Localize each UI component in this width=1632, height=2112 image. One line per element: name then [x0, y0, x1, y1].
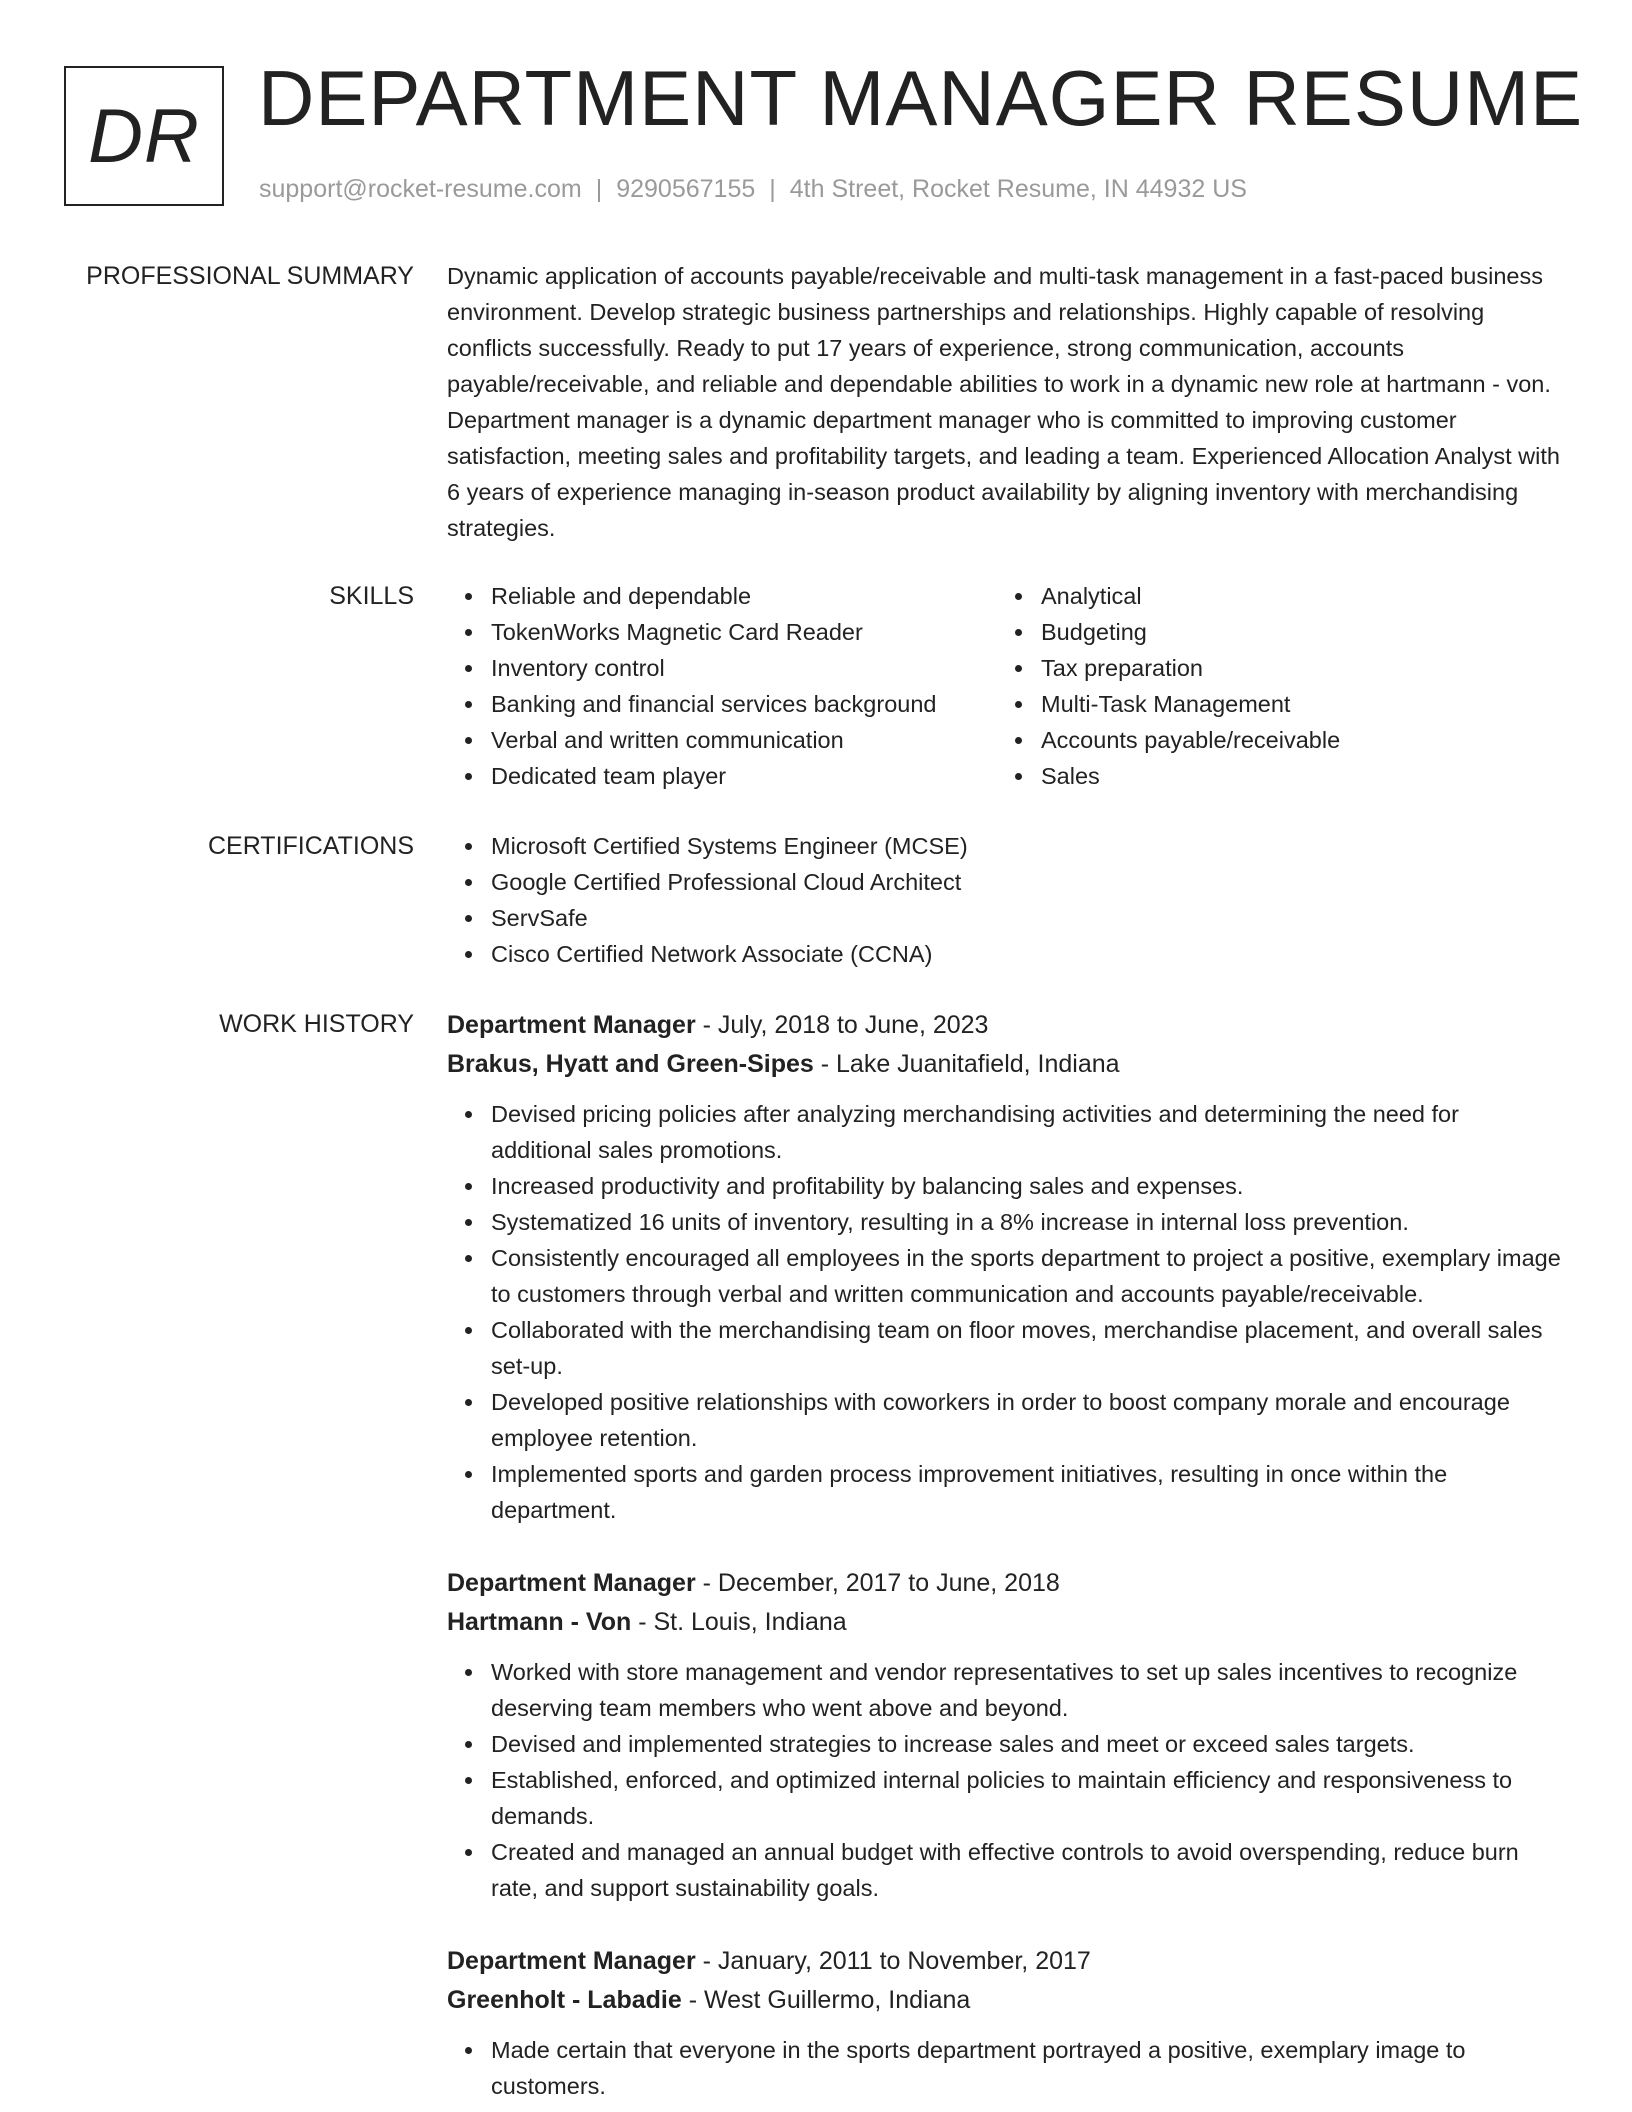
job-duty-item: Consistently encouraged all employees in the sports department to project a positive, exemplary image to customers through verbal and written communication and accounts payable/receivable.: [447, 1240, 1562, 1312]
job-duty-item: Developed positive relationships with coworkers in order to boost company morale and encourage employee retention.: [447, 1384, 1562, 1456]
job-duties-list: [447, 1096, 1562, 1528]
job-company-line: [447, 1603, 1562, 1642]
job-entry: [447, 1006, 1562, 1528]
job-dates: - January, 2011 to November, 2017: [695, 1947, 1091, 1975]
skill-item: Analytical: [997, 578, 1517, 614]
job-duty-item: Devised pricing policies after analyzing merchandising activities and determining the need for additional sales promotions.: [447, 1096, 1562, 1168]
job-location: - Lake Juanitafield, Indiana: [813, 1050, 1120, 1078]
job-location: - St. Louis, Indiana: [631, 1608, 847, 1636]
job-duty-item: Made certain that everyone in the sports department portrayed a positive, exemplary image to customers.: [447, 2032, 1562, 2104]
section-label-work-history: WORK HISTORY: [219, 1010, 414, 1038]
job-company-line: [447, 1981, 1562, 2020]
job-entry: [447, 1942, 1562, 2104]
contact-address: 4th Street, Rocket Resume, IN 44932 US: [789, 175, 1247, 203]
job-company: Hartmann - Von: [447, 1608, 632, 1636]
page-title: DEPARTMENT MANAGER RESUME: [258, 54, 1584, 142]
section-label-skills: SKILLS: [329, 582, 414, 610]
job-duty-item: Increased productivity and profitability by balancing sales and expenses.: [447, 1168, 1562, 1204]
job-title-line: [447, 1942, 1562, 1981]
job-company: Brakus, Hyatt and Green-Sipes: [447, 1050, 814, 1078]
skill-item: Tax preparation: [997, 650, 1517, 686]
contact-separator: |: [595, 175, 603, 203]
job-title-line: [447, 1006, 1562, 1045]
job-duty-item: Worked with store management and vendor representatives to set up sales incentives to recognize deserving team members who went above and beyond.: [447, 1654, 1562, 1726]
certification-item: Cisco Certified Network Associate (CCNA): [447, 936, 1562, 972]
job-title-line: [447, 1564, 1562, 1603]
contact-line: [259, 175, 1247, 204]
job-duty-item: Collaborated with the merchandising team on floor moves, merchandise placement, and overall sales set-up.: [447, 1312, 1562, 1384]
certification-item: Microsoft Certified Systems Engineer (MCSE): [447, 828, 1562, 864]
skill-item: Verbal and written communication: [447, 722, 997, 758]
contact-email: support@rocket-resume.com: [259, 175, 582, 203]
section-body-work-history: [447, 1006, 1562, 2104]
monogram-logo: DR: [64, 66, 224, 206]
job-location: - West Guillermo, Indiana: [681, 1986, 971, 2014]
contact-separator: |: [769, 175, 776, 203]
job-duties-list: [447, 1654, 1562, 1906]
skills-list-column-a: [447, 578, 997, 794]
contact-phone: 9290567155: [616, 175, 756, 203]
skill-item: Dedicated team player: [447, 758, 997, 794]
section-label-certifications: CERTIFICATIONS: [207, 832, 414, 860]
job-duty-item: Devised and implemented strategies to increase sales and meet or exceed sales targets.: [447, 1726, 1562, 1762]
skill-item: Budgeting: [997, 614, 1517, 650]
job-dates: - July, 2018 to June, 2023: [695, 1011, 989, 1039]
job-duty-item: Systematized 16 units of inventory, resulting in a 8% increase in internal loss prevention.: [447, 1204, 1562, 1240]
job-company: Greenholt - Labadie: [447, 1986, 682, 2014]
job-title: Department Manager: [447, 1947, 696, 1975]
job-entry: [447, 1564, 1562, 1906]
job-company-line: [447, 1045, 1562, 1084]
skill-item: Accounts payable/receivable: [997, 722, 1517, 758]
section-body-summary: [447, 258, 1562, 546]
skill-item: Inventory control: [447, 650, 997, 686]
certification-item: Google Certified Professional Cloud Architect: [447, 864, 1562, 900]
skill-item: Sales: [997, 758, 1517, 794]
job-duty-item: Established, enforced, and optimized internal policies to maintain efficiency and responsiveness to demands.: [447, 1762, 1562, 1834]
job-duty-item: Implemented sports and garden process improvement initiatives, resulting in once within the department.: [447, 1456, 1562, 1528]
skill-item: TokenWorks Magnetic Card Reader: [447, 614, 997, 650]
skills-list-column-b: [997, 578, 1517, 794]
job-duty-item: Created and managed an annual budget with effective controls to avoid overspending, reduce burn rate, and support sustainability goals.: [447, 1834, 1562, 1906]
certifications-list: [447, 828, 1562, 972]
summary-text: Dynamic application of accounts payable/receivable and multi-task management in a fast-paced business environment. Develop strategic business partnerships and relationships. Highly capable of resolving conflicts successfully. Ready to put 17 years of experience, strong communication, accounts payable/receivable, and reliable and dependable abilities to work in a dynamic new role at hartmann - von. Department manager is a dynamic department manager who is committed to improving customer satisfaction, meeting sales and profitability targets, and leading a team. Experienced Allocation Analyst with 6 years of experience managing in-season product availability by aligning inventory with merchandising strategies.: [447, 263, 1560, 541]
job-dates: - December, 2017 to June, 2018: [695, 1569, 1060, 1597]
section-label-summary: PROFESSIONAL SUMMARY: [86, 262, 414, 290]
skill-item: Banking and financial services background: [447, 686, 997, 722]
job-title: Department Manager: [447, 1569, 696, 1597]
job-title: Department Manager: [447, 1011, 696, 1039]
skill-item: Multi-Task Management: [997, 686, 1517, 722]
certification-item: ServSafe: [447, 900, 1562, 936]
job-duties-list: [447, 2032, 1562, 2104]
skill-item: Reliable and dependable: [447, 578, 997, 614]
section-body-skills: [447, 578, 1562, 794]
section-body-certifications: [447, 828, 1562, 972]
